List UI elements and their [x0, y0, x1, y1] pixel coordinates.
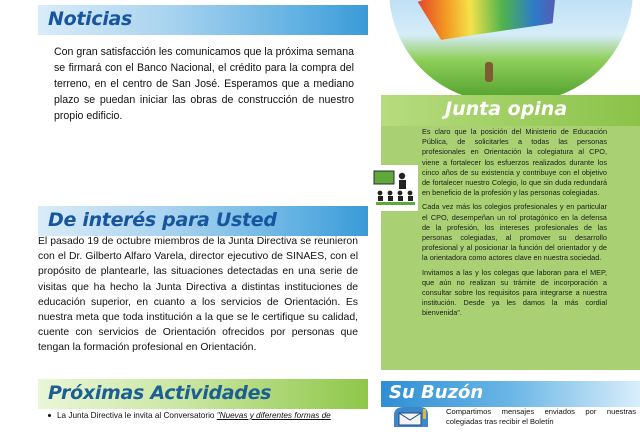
bullet-icon — [48, 414, 51, 417]
buzon-header — [381, 381, 640, 407]
interes-header — [38, 206, 368, 236]
actividades-title: Próximas Actividades — [48, 382, 272, 404]
noticias-text: Con gran satisfacción les comunicamos que la próxima semana se firmará con el Banco Nacional, el crédito para la compra del terreno, en el centro de San José. Esperamos que a mediano plazo se puedan iniciar las obras de construcción de nuestro propio edificio. — [54, 46, 354, 122]
interes-text: El pasado 19 de octubre miembros de la Junta Directiva se reunieron con el Dr. Gilberto Alfaro Varela, director ejecutivo de SINAES, con el propósito de plantearle, las situaciones detectadas en una serie de visitas que ha hecho la Junta Directiva a distintas instituciones de educación superior, en cuanto a los servicios de Orientación. Es nuestra meta que toda institución a la que se le certifique su calidad, cuente con servicios de Orientación ofrecidos por personas que tengan la formación profesional en Orientación. — [38, 236, 358, 354]
junta-opina-paragraph: Invitamos a las y los colegas que laboran para el MEP, que aún no realizan su trámite de incorporación a consultar sobre los requisitos para integrarse a nuestra institución. Desde ya les damos la más cordial bienvenida". — [422, 267, 607, 318]
kite-field-photo — [389, 0, 633, 102]
meeting-icon — [372, 165, 418, 211]
junta-opina-header — [381, 95, 640, 126]
junta-opina-paragraph: Es claro que la posición del Ministerio de Educación Pública, de solicitarles a todas las personas profesionales en Orientación la colegiatura al CPO, viene a fortalecer los esfuerzos realizados durante los cinco años de su existencia y contribuye con el objetivo de fortalecer nuestro Colegio, lo que sin duda redundará en beneficio de la profesión y las personas colegiadas. — [422, 127, 607, 198]
actividades-header — [38, 379, 368, 409]
interes-title: De interés para Usted — [48, 209, 277, 231]
buzon-text: Compartimos mensajes enviados por nuestras colegiadas tras recibir el Boletín — [446, 407, 636, 426]
noticias-title: Noticias — [48, 8, 133, 30]
junta-opina-paragraph: Cada vez más los colegios profesionales y en particular el CPO, desempeñan un rol protagónico en la defensa de la profesión, los intereses profesionales de las personas colegiadas, al promover su desarrollo profesional y al posicionar la función del orientador y de la orientadora como actores clave en nuestra sociedad. — [422, 202, 607, 263]
person-figure — [485, 62, 493, 82]
kite-icon — [413, 0, 574, 50]
activity-link[interactable]: "Nuevas y diferentes formas de — [216, 411, 331, 420]
mailbox-icon — [390, 405, 430, 427]
buzon-title: Su Buzón — [389, 382, 484, 403]
junta-opina-title: Junta opina — [445, 98, 568, 120]
activity-list-item — [48, 411, 368, 420]
noticias-header — [38, 5, 368, 35]
activity-text: La Junta Directiva le invita al Conversatorio — [57, 411, 215, 420]
junta-opina-text — [422, 127, 607, 323]
